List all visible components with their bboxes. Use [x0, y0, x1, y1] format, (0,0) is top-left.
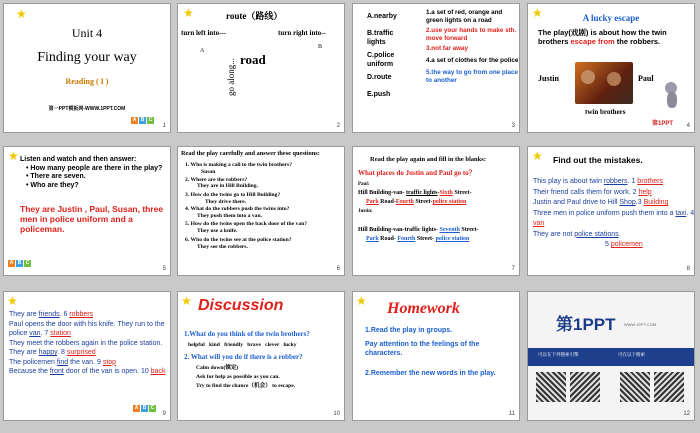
term-c: C.police uniform [367, 52, 395, 68]
instruction-text: Read the play carefully and answer these questions: [181, 150, 320, 157]
brand-logo: 第1PPT [556, 315, 616, 334]
adjective-list: helpful kind friendly brave clever lucky [188, 342, 297, 348]
reading-label: Reading ( I ) [65, 77, 109, 86]
homework-list: 1.Read the play in groups. Pay attention to the feelings of the characters. 2.Remember the new words in the play. [365, 327, 496, 377]
slide-thumbnail-2[interactable] [177, 3, 345, 133]
slide-number: 11 [508, 411, 515, 417]
slide-number: 1 [162, 123, 166, 129]
question-2: • Who are they? [26, 181, 79, 189]
justin-label: Justin [538, 74, 559, 83]
route-title: route（路线） [226, 11, 283, 21]
qr-code-icon [570, 372, 600, 402]
slide-title: Find out the mistakes. [553, 155, 643, 165]
slide-thumbnail-3[interactable] [352, 3, 520, 133]
slide-thumbnail-6[interactable] [177, 146, 345, 276]
slide-number: 5 [162, 266, 166, 272]
question-2: 2. What will you do if there is a robber? [184, 353, 303, 361]
slide-title: A lucky escape [582, 13, 640, 23]
question-1: 1.What do you think of the twin brothers? [184, 330, 310, 338]
star-icon: ★ [356, 294, 367, 308]
slide-number: 4 [686, 123, 690, 129]
question-list [20, 156, 168, 190]
point-b: B [318, 44, 323, 50]
slide-thumbnail-7[interactable] [352, 146, 520, 276]
answer-text: They are Justin , Paul, Susan, three men in police uniform and a policeman. [20, 204, 164, 234]
turn-left-label: turn left into--- [181, 29, 227, 37]
qr-code-icon [654, 372, 684, 402]
question-1: • How many people are there in the play? [26, 164, 163, 172]
slide-number: 2 [336, 123, 340, 129]
road-label: road [240, 52, 266, 67]
play-description: The play(戏剧) is about how the twin brothers escape from the robbers. [538, 28, 667, 46]
star-icon: ★ [16, 7, 27, 21]
slide-thumbnail-10[interactable] [177, 291, 345, 421]
question-list: 1. Who is making a call to the twin brothers? Susan 2. Where are the robbers? They are in Hill Building. 3. How do the twins go to Hill Building? They drive there. 4. What do the robbers push the twins into? They push them into a van. 5. How do the twins open the back door of the van? They use a knife. 6. Who do the twins see at the police station? They see the robbers. [185, 162, 308, 250]
definition-2: 2.use your hands to make sth. move forward [426, 27, 517, 42]
definition-5: 5.the way to go from one place to another [426, 69, 519, 84]
term-e: E.push [367, 91, 391, 98]
logo-mark: 第1PPT [652, 121, 674, 127]
point-a: A [200, 48, 205, 54]
star-icon: ★ [7, 294, 18, 308]
definition-4: 4.a set of clothes for the police [426, 57, 519, 64]
mistake-list: This play is about twin robbers. 1 brothers Their friend calls them for work. 2 help Justin and Paul drive to Hill Shop.3 Building Three men in police uniform push them into a taxi. 4 van They are not police stations. 5 policemen [533, 178, 695, 248]
abc-blocks-icon: A B C [9, 260, 30, 266]
slide-number: 3 [511, 123, 515, 129]
instruction-text: Read the play again and fill in the blanks: [370, 156, 486, 163]
paul-route: Paul: Hill Building-van- traffic lights-Sixth Street- Park Road-Fourth Street-police station Justin: [358, 182, 472, 214]
justin-route: Hill Building-van-traffic lights- Seventh Street- Park Road- Fourth Street- police station [358, 227, 479, 242]
brand-url: WWW.1PPT.COM [624, 322, 657, 327]
turn-right-label: turn right into-- [278, 29, 326, 37]
slide-title: Homework [387, 300, 460, 317]
star-icon: ★ [181, 294, 192, 308]
slide-thumbnail-12[interactable] [527, 291, 695, 421]
slide-thumbnail-9[interactable] [3, 291, 171, 421]
slide-number: 8 [686, 266, 690, 272]
term-a: A.nearby [367, 13, 397, 20]
answer-1: • There are seven. [26, 173, 86, 180]
term-d: D.route [367, 74, 392, 81]
question-text: What places do Justin and Paul go to？ [358, 169, 476, 177]
star-icon: ★ [532, 149, 543, 163]
slide-number: 7 [511, 266, 515, 272]
star-icon: ★ [183, 6, 194, 20]
info-banner: 可以在下列搜索引擎 可在以下搜索 [528, 348, 694, 366]
twins-caption: twin brothers [585, 108, 626, 116]
abc-blocks-icon: A B C [134, 405, 155, 411]
go-along-label: go along... [226, 58, 236, 96]
question-0: Listen and watch and then answer: [20, 156, 137, 163]
term-list [367, 12, 412, 99]
slide-thumbnail-11[interactable] [352, 291, 520, 421]
term-b: B.traffic lights [367, 30, 394, 46]
qr-code-icon [536, 372, 566, 402]
answer-list: Calm down(镇定) Ask for help as possible as you can. Try to find the chance（机会） to escape. [196, 365, 296, 389]
slide-title: Finding your way [37, 50, 137, 65]
paul-label: Paul [638, 74, 654, 83]
slide-number: 10 [333, 411, 340, 417]
slide-thumbnail-5[interactable] [3, 146, 171, 276]
twins-photo [575, 62, 633, 104]
slide-number: 12 [683, 411, 690, 417]
mistake-list: They are friends. 6 robbers Paul opens the door with his knife. They run to the police van. 7 station They meet the robbers again in the police station. They are happy. 8 surprised The policemen find the van. 9 stop Because the front door of the van is open. 10 back [9, 311, 166, 375]
slide-title: Discussion [198, 297, 284, 314]
qr-code-icon [620, 372, 650, 402]
slide-number: 6 [336, 266, 340, 272]
slide-thumbnail-1[interactable] [3, 3, 171, 133]
mouse-mascot-icon [661, 82, 681, 112]
footer-text: 第一PPT模板网-WWW.1PPT.COM [48, 106, 126, 112]
definition-1: 1.a set of red, orange and green lights on a road [426, 9, 503, 24]
definition-list [426, 9, 519, 85]
slide-number: 9 [162, 411, 166, 417]
slide-thumbnail-4[interactable] [527, 3, 695, 133]
star-icon: ★ [8, 149, 19, 163]
slide-thumbnail-8[interactable] [527, 146, 695, 276]
unit-label: Unit 4 [71, 26, 103, 40]
definition-3: 3.not far away [426, 45, 468, 52]
star-icon: ★ [532, 6, 543, 20]
abc-blocks-icon: A B C [132, 117, 153, 123]
